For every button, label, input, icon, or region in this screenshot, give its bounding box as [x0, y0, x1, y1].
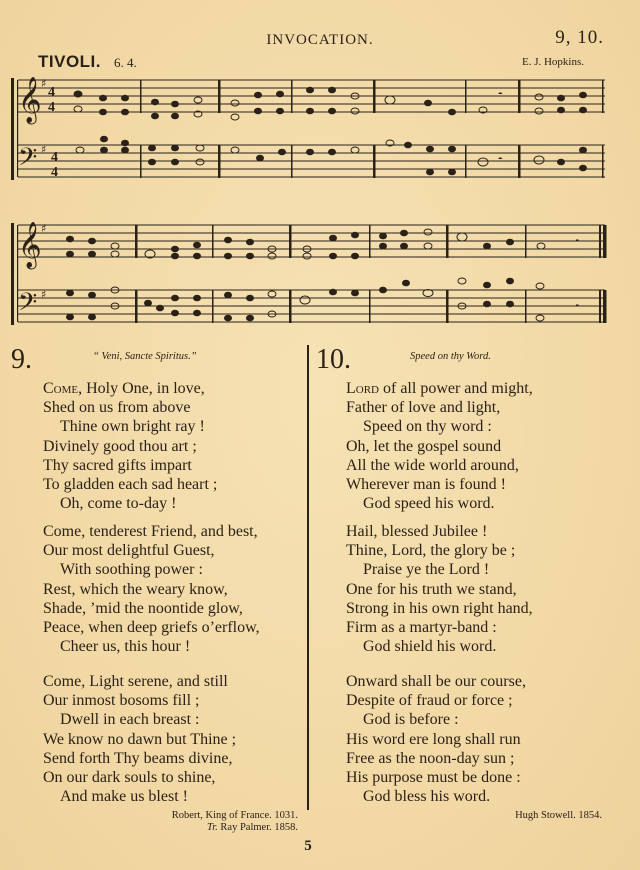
stanza-line: His word ere long shall run [346, 730, 521, 748]
stanza-line: Free as the noon-day sun ; [346, 749, 515, 767]
hymn-numbers: 9, 10. [555, 27, 604, 48]
hymn-9-heading: “ Veni, Sancte Spiritus.” [93, 351, 197, 362]
hymn-9-stanza-3 [43, 672, 236, 806]
svg-text:4: 4 [51, 165, 58, 180]
running-title: INVOCATION. [266, 32, 374, 48]
stanza-line: Come, tenderest Friend, and best, [43, 523, 258, 540]
stanza-line: Oh, let the gospel sound [346, 437, 502, 455]
stanza-line: Speed on thy word : [363, 418, 492, 436]
stanza-line: God bless his word. [363, 788, 491, 806]
stanza-line: On our dark souls to shine, [43, 769, 216, 787]
hymn-10-stanza-2 [346, 522, 533, 656]
svg-text:♯: ♯ [41, 143, 47, 156]
stanza-line: God is before : [363, 711, 459, 729]
stanza-line: To gladden each sad heart ; [43, 476, 218, 494]
svg-text:𝄼: 𝄼 [498, 87, 503, 101]
svg-text:𝄞: 𝄞 [18, 222, 42, 268]
stanza-line: Oh, come to-day ! [60, 495, 177, 513]
svg-text:♯: ♯ [41, 222, 47, 235]
stanza-first-word: Come [43, 380, 79, 397]
page-number: 5 [304, 838, 312, 854]
stanza-line: And make us blest ! [60, 788, 188, 806]
stanza-line: Peace, when deep griefs o’erflow, [43, 619, 260, 637]
stanza-line: Cheer us, this hour ! [60, 638, 191, 656]
svg-text:4: 4 [51, 150, 58, 165]
hymn-9-attribution [172, 810, 298, 834]
svg-text:𝄼: 𝄼 [498, 152, 503, 166]
stanza-line: Strong in his own right hand, [346, 599, 533, 617]
svg-text:♯: ♯ [41, 288, 47, 301]
attribution-translator: Tr. Ray Palmer. 1858. [206, 822, 298, 833]
stanza-line: Thy sacred gifts impart [43, 456, 192, 474]
stanza-line: God speed his word. [363, 495, 495, 513]
svg-text:4: 4 [48, 85, 55, 100]
svg-text:𝄞: 𝄞 [18, 77, 42, 123]
hymn-10-number: 10. [316, 344, 351, 375]
stanza-line: Rest, which the weary know, [43, 580, 228, 598]
music-score [0, 0, 640, 340]
system-2-bass-staff [18, 290, 605, 322]
stanza-line: Wherever man is found ! [346, 476, 506, 494]
hymn-9-number: 9. [11, 344, 32, 375]
stanza-line: Hail, blessed Jubilee ! [346, 523, 488, 540]
stanza-line: Thine, Lord, the glory be ; [346, 542, 516, 560]
stanza-line: Divinely good thou art ; [43, 437, 197, 455]
svg-text:4: 4 [48, 100, 55, 115]
hymn-10-stanza-1 [346, 379, 533, 513]
stanza-line: His purpose must be done : [346, 769, 521, 787]
stanza-line: Despite of fraud or force ; [346, 692, 513, 710]
stanza-first-word: Lord [346, 380, 379, 397]
stanza-line: God shield his word. [363, 638, 497, 656]
tune-meter: 6. 4. [114, 55, 137, 70]
hymn-9-stanza-1 [43, 379, 217, 513]
tune-composer: E. J. Hopkins. [521, 56, 584, 68]
stanza-line: One for his truth we stand, [346, 580, 517, 598]
svg-text:𝄢: 𝄢 [18, 143, 38, 178]
stanza-line: Thine own bright ray ! [60, 418, 205, 436]
stanza-line: Firm as a martyr-band : [346, 619, 497, 637]
hymn-10-attribution [515, 810, 602, 822]
stanza-line: Come, Holy One, in love, [43, 380, 205, 397]
stanza-line: Onward shall be our course, [346, 673, 526, 690]
stanza-line: Shed on us from above [43, 399, 191, 417]
stanza-line: Send forth Thy beams divine, [43, 749, 233, 767]
stanza-line: Shade, ’mid the noontide glow, [43, 599, 243, 617]
stanza-line: Come, Light serene, and still [43, 673, 228, 690]
column-divider [307, 345, 309, 810]
stanza-line: Dwell in each breast : [60, 711, 200, 729]
stanza-line: Our most delightful Guest, [43, 542, 215, 560]
attribution-author: Robert, King of France. 1031. [171, 810, 298, 821]
tune-name: TIVOLI. [38, 52, 101, 71]
stanza-line: Lord of all power and might, [346, 380, 533, 397]
hymn-10-heading: Speed on thy Word. [410, 351, 491, 362]
svg-text:𝄢: 𝄢 [18, 288, 38, 323]
hymn-10-stanza-3 [346, 672, 526, 806]
svg-text:𝄼: 𝄼 [575, 234, 580, 248]
stanza-line: We know no dawn but Thine ; [43, 730, 237, 748]
svg-text:♯: ♯ [41, 77, 47, 90]
stanza-line: Our inmost bosoms fill ; [43, 692, 200, 710]
svg-text:𝄼: 𝄼 [575, 299, 580, 313]
stanza-line: Praise ye the Lord ! [363, 561, 490, 579]
attribution-author: Hugh Stowell. 1854. [515, 810, 602, 821]
stanza-line: Father of love and light, [346, 399, 501, 417]
stanza-line: With soothing power : [60, 561, 203, 579]
system-2-treble-staff [18, 225, 605, 257]
hymn-9-stanza-2 [43, 522, 260, 656]
stanza-line: All the wide world around, [346, 456, 519, 474]
